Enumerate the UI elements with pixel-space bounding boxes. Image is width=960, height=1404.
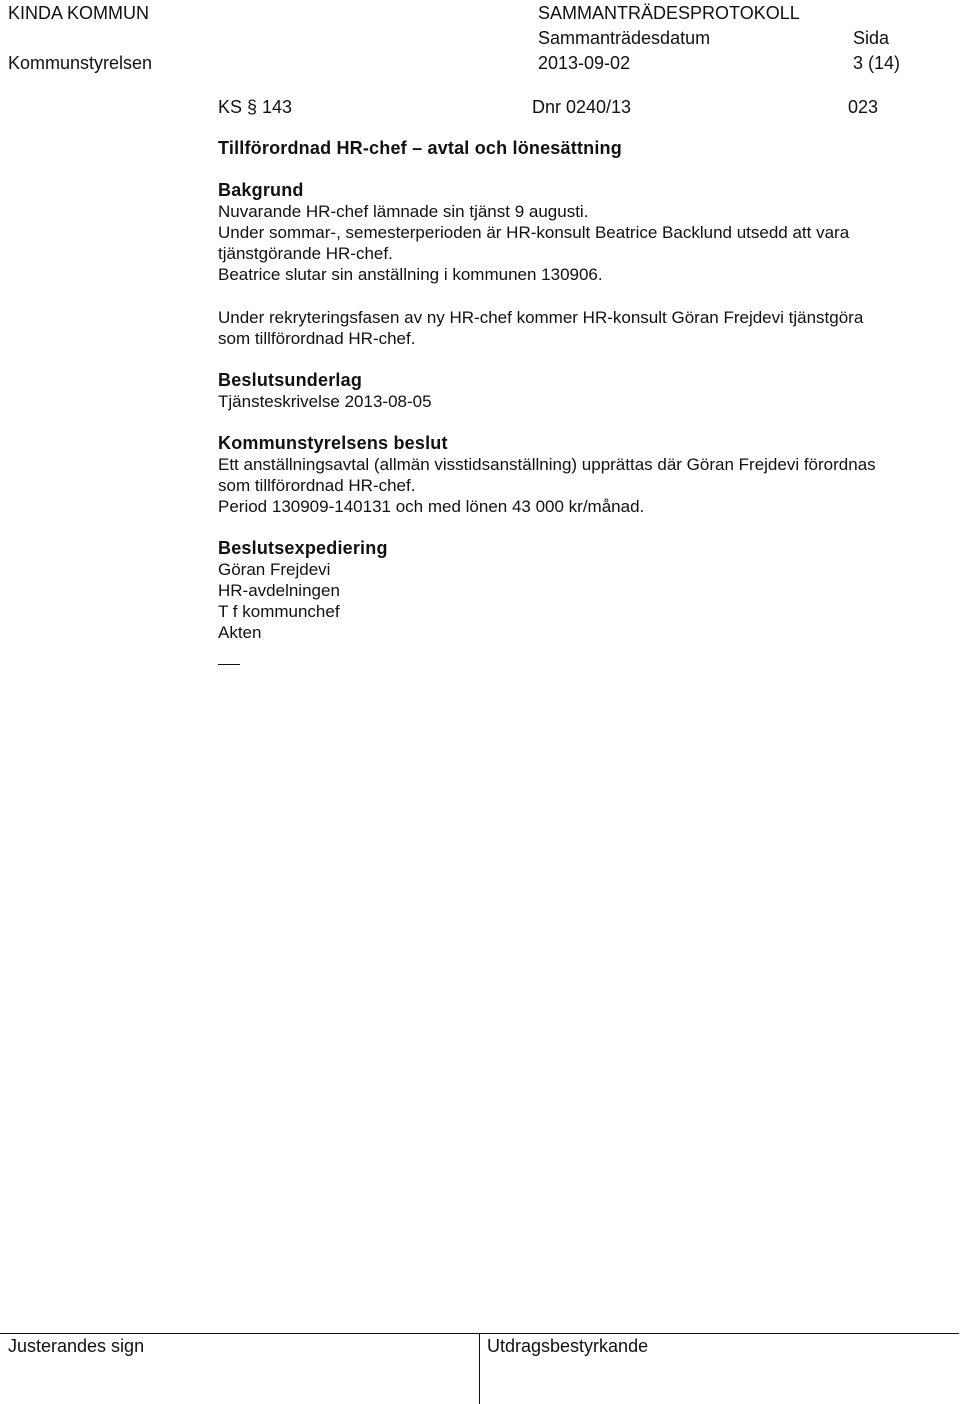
text-line: HR-avdelningen bbox=[218, 581, 340, 600]
text-line: Under sommar-, semesterperioden är HR-konsult Beatrice Backlund utsedd att vara bbox=[218, 223, 850, 242]
text-line: Beatrice slutar sin anställning i kommunen 130906. bbox=[218, 265, 603, 284]
section-heading: Beslutsexpediering bbox=[218, 538, 388, 558]
document-type: SAMMANTRÄDESPROTOKOLL bbox=[538, 3, 800, 23]
paragraph-rekrytering bbox=[218, 307, 953, 349]
case-paragraph: KS § 143 bbox=[218, 97, 293, 117]
page-number: 3 (14) bbox=[853, 53, 901, 73]
text-line: T f kommunchef bbox=[218, 602, 340, 621]
text-line: som tillförordnad HR-chef. bbox=[218, 476, 416, 495]
end-rule bbox=[218, 664, 240, 665]
text-line: Period 130909-140131 och med lönen 43 000 kr/månad. bbox=[218, 497, 645, 516]
meeting-date-label: Sammanträdesdatum bbox=[538, 28, 711, 48]
text-line: tjänstgörande HR-chef. bbox=[218, 244, 393, 263]
section-heading: Kommunstyrelsens beslut bbox=[218, 433, 448, 453]
case-title: Tillförordnad HR-chef – avtal och lönesättning bbox=[218, 138, 622, 158]
text-line: som tillförordnad HR-chef. bbox=[218, 329, 416, 348]
footer-divider bbox=[479, 1333, 480, 1404]
footer-justerandes-sign: Justerandes sign bbox=[8, 1336, 145, 1356]
section-bakgrund bbox=[218, 180, 953, 285]
meeting-date: 2013-09-02 bbox=[538, 53, 631, 73]
org-name: KINDA KOMMUN bbox=[8, 3, 150, 23]
page-label: Sida bbox=[853, 28, 890, 48]
section-beslutsexpediering bbox=[218, 538, 953, 643]
text-line: Akten bbox=[218, 623, 262, 642]
text-line: Tjänsteskrivelse 2013-08-05 bbox=[218, 392, 432, 411]
section-heading: Beslutsunderlag bbox=[218, 370, 363, 390]
footer-utdragsbestyrkande: Utdragsbestyrkande bbox=[487, 1336, 649, 1356]
text-line: Göran Frejdevi bbox=[218, 560, 331, 579]
case-dnr: Dnr 0240/13 bbox=[532, 97, 632, 117]
section-beslutsunderlag bbox=[218, 370, 953, 412]
text-line: Nuvarande HR-chef lämnade sin tjänst 9 augusti. bbox=[218, 202, 589, 221]
section-heading: Bakgrund bbox=[218, 180, 304, 200]
section-beslut bbox=[218, 433, 953, 517]
body-name: Kommunstyrelsen bbox=[8, 53, 153, 73]
text-line: Under rekryteringsfasen av ny HR-chef kommer HR-konsult Göran Frejdevi tjänstgöra bbox=[218, 308, 864, 327]
text-line: Ett anställningsavtal (allmän visstidsanställning) upprättas där Göran Frejdevi förordnas bbox=[218, 455, 876, 474]
case-code: 023 bbox=[848, 97, 879, 117]
